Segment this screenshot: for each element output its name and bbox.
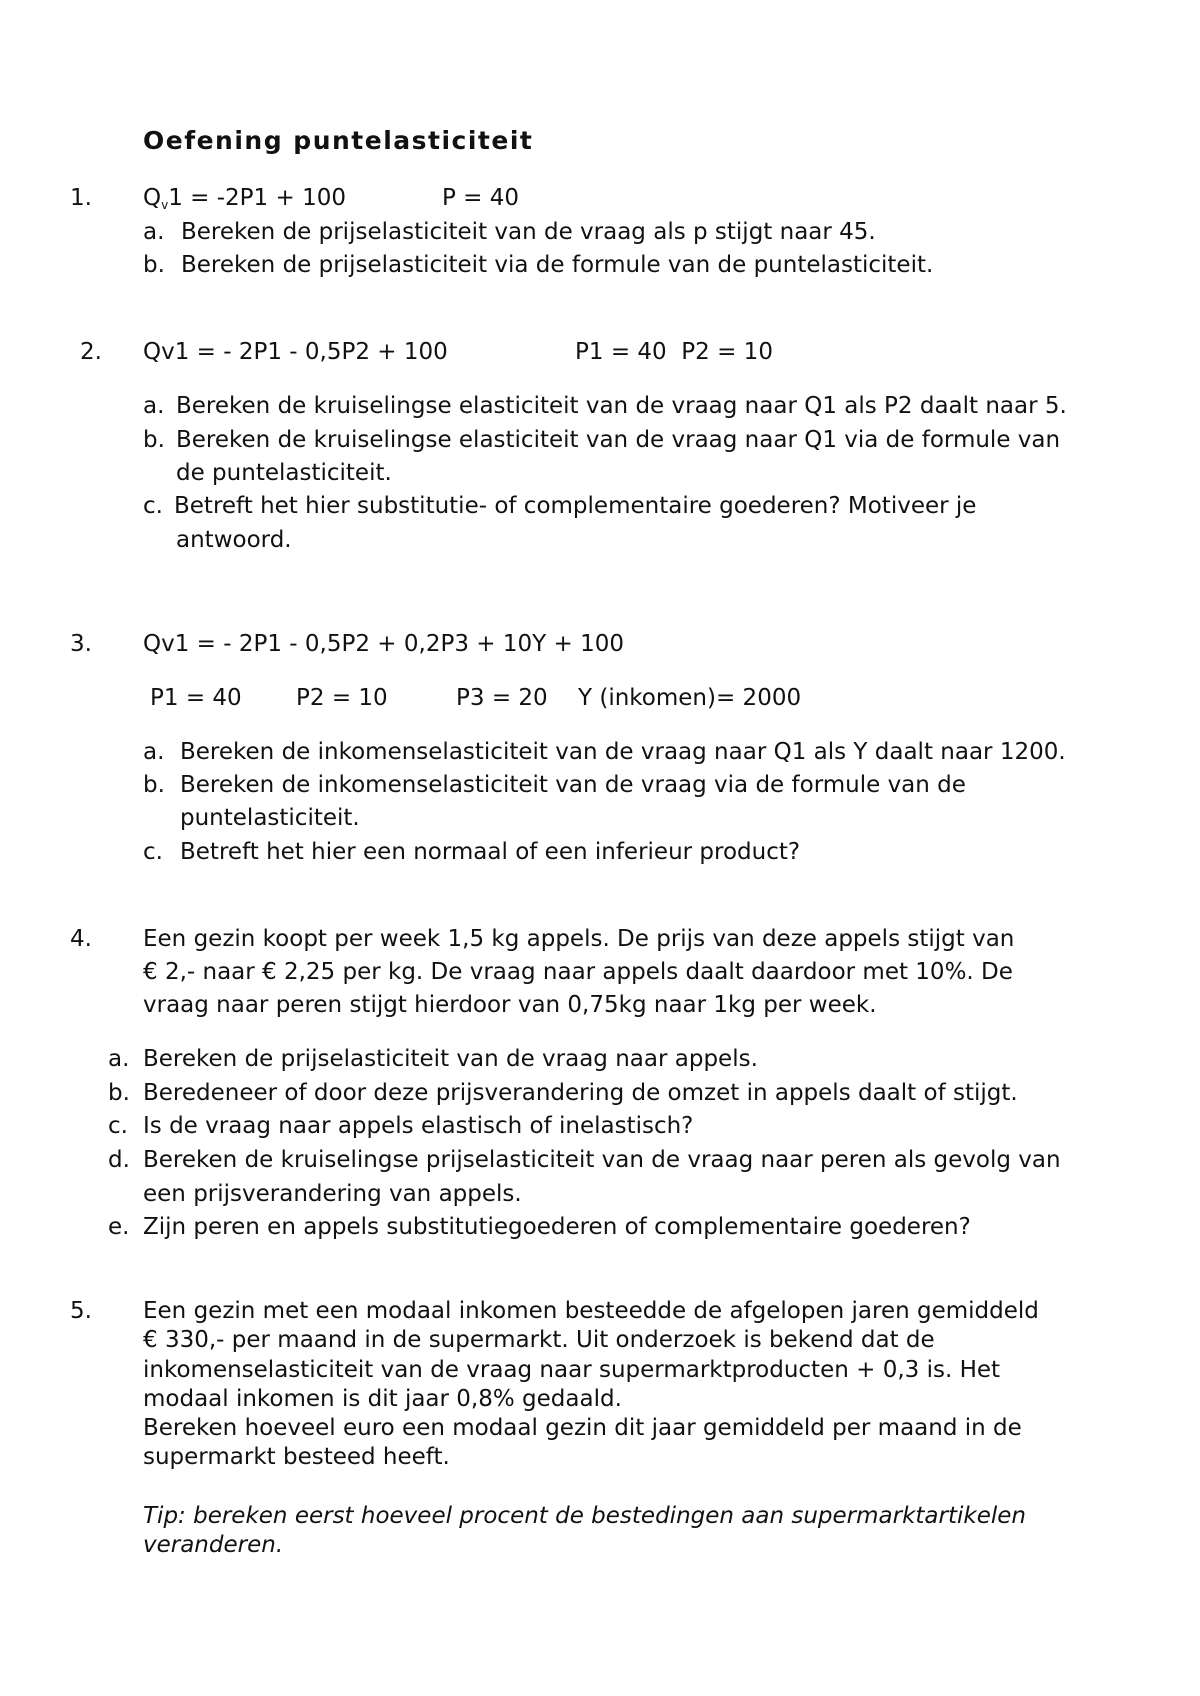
q2-a-text: Bereken de kruiselingse elasticiteit van de vraag naar Q1 als P2 daalt naar 5. (176, 393, 1067, 419)
q3-c-label: c. (143, 839, 163, 865)
q3-b-text-line2: puntelasticiteit. (180, 805, 360, 831)
q5-tip-line1: Tip: bereken eerst hoeveel procent de bestedingen aan supermarktartikelen (143, 1503, 1026, 1529)
q4-a-label: a. (108, 1046, 130, 1072)
q2-b-label: b. (143, 427, 165, 453)
q5-tip-line2: veranderen. (143, 1532, 284, 1558)
q1-given: P = 40 (442, 185, 520, 211)
q5-text-line3: inkomenselasticiteit van de vraag naar supermarktproducten + 0,3 is. Het (143, 1357, 1001, 1383)
q2-b-text-line1: Bereken de kruiselingse elasticiteit van de vraag naar Q1 via de formule van (176, 427, 1061, 453)
q4-d-text-line2: een prijsverandering van appels. (143, 1181, 522, 1207)
q1-b-label: b. (143, 252, 165, 278)
q1-formula (143, 184, 346, 219)
q3-a-text: Bereken de inkomenselasticiteit van de vraag naar Q1 als Y daalt naar 1200. (180, 739, 1066, 765)
q3-b-label: b. (143, 772, 165, 798)
q5-number: 5. (70, 1298, 92, 1324)
q4-intro-line2: € 2,- naar € 2,25 per kg. De vraag naar appels daalt daardoor met 10%. De (143, 959, 1013, 985)
q3-given-p3: P3 = 20 (456, 685, 548, 711)
q4-b-label: b. (108, 1080, 130, 1106)
q1-formula-subscript: v (161, 198, 169, 212)
q5-text-line5: Bereken hoeveel euro een modaal gezin dit jaar gemiddeld per maand in de (143, 1415, 1022, 1441)
q4-intro-line3: vraag naar peren stijgt hierdoor van 0,75kg naar 1kg per week. (143, 992, 877, 1018)
q5-text-line1: Een gezin met een modaal inkomen besteedde de afgelopen jaren gemiddeld (143, 1298, 1039, 1324)
q3-number: 3. (70, 631, 92, 657)
q4-a-text: Bereken de prijselasticiteit van de vraag naar appels. (143, 1046, 758, 1072)
q1-a-text: Bereken de prijselasticiteit van de vraag als p stijgt naar 45. (181, 219, 876, 245)
q4-b-text: Beredeneer of door deze prijsverandering de omzet in appels daalt of stijgt. (143, 1080, 1018, 1106)
q5-text-line4: modaal inkomen is dit jaar 0,8% gedaald. (143, 1386, 622, 1412)
q3-given-p2: P2 = 10 (296, 685, 388, 711)
q1-formula-rest: 1 = -2P1 + 100 (168, 185, 346, 211)
q4-c-text: Is de vraag naar appels elastisch of inelastisch? (143, 1113, 694, 1139)
q4-intro-line1: Een gezin koopt per week 1,5 kg appels. De prijs van deze appels stijgt van (143, 926, 1015, 952)
q2-b-text-line2: de puntelasticiteit. (176, 460, 392, 486)
q2-formula: Qv1 = - 2P1 - 0,5P2 + 100 (143, 339, 448, 365)
q4-e-text: Zijn peren en appels substitutiegoederen of complementaire goederen? (143, 1214, 971, 1240)
q4-d-text-line1: Bereken de kruiselingse prijselasticiteit van de vraag naar peren als gevolg van (143, 1147, 1061, 1173)
q2-given: P1 = 40 P2 = 10 (575, 339, 773, 365)
q4-e-label: e. (108, 1214, 130, 1240)
q3-formula: Qv1 = - 2P1 - 0,5P2 + 0,2P3 + 10Y + 100 (143, 631, 624, 657)
q1-formula-q: Q (143, 185, 162, 211)
page-title: Oefening puntelasticiteit (143, 126, 534, 155)
q5-text-line2: € 330,- per maand in de supermarkt. Uit onderzoek is bekend dat de (143, 1327, 935, 1353)
q1-a-label: a. (143, 219, 165, 245)
q2-c-text-line1: Betreft het hier substitutie- of complementaire goederen? Motiveer je (174, 493, 977, 519)
q3-a-label: a. (143, 739, 165, 765)
q1-b-text: Bereken de prijselasticiteit via de formule van de puntelasticiteit. (181, 252, 934, 278)
q3-given-y: Y (inkomen)= 2000 (578, 685, 802, 711)
q3-b-text-line1: Bereken de inkomenselasticiteit van de vraag via de formule van de (180, 772, 966, 798)
q4-c-label: c. (108, 1113, 128, 1139)
q2-c-label: c. (143, 493, 163, 519)
q2-c-text-line2: antwoord. (176, 527, 292, 553)
q1-number: 1. (70, 185, 92, 211)
q3-given-p1: P1 = 40 (150, 685, 242, 711)
q4-d-label: d. (108, 1147, 130, 1173)
q4-number: 4. (70, 926, 92, 952)
q5-text-line6: supermarkt besteed heeft. (143, 1444, 450, 1470)
q3-c-text: Betreft het hier een normaal of een inferieur product? (180, 839, 801, 865)
q2-a-label: a. (143, 393, 165, 419)
q2-number: 2. (80, 339, 102, 365)
